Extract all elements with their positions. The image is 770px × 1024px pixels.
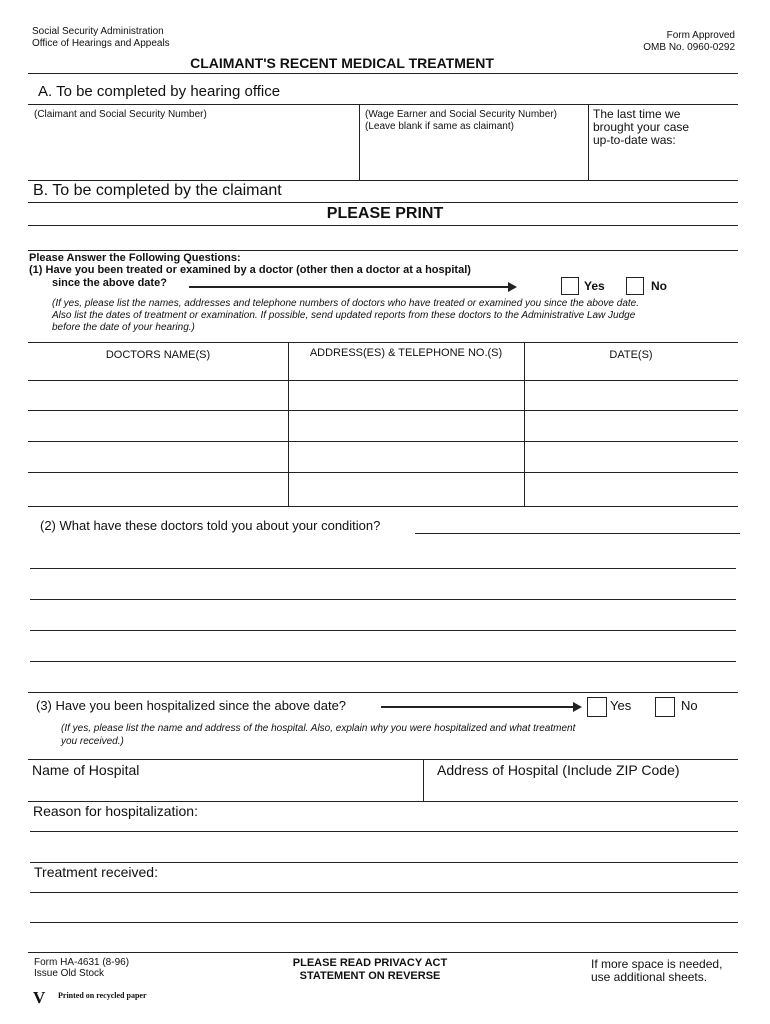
table-row — [28, 442, 738, 472]
recycled-paper-note: Printed on recycled paper — [58, 991, 147, 1000]
q2-answer-line[interactable] — [415, 533, 740, 534]
doctor-date-cell[interactable] — [525, 442, 738, 472]
reason-label: Reason for hospitalization: — [33, 803, 198, 819]
questions-rule — [28, 250, 738, 251]
hospital-address-field[interactable] — [428, 781, 736, 800]
q2-answer-line[interactable] — [30, 661, 736, 662]
doctor-address-cell[interactable] — [289, 473, 523, 506]
arrow-icon — [381, 706, 574, 708]
form-approved: Form Approved — [666, 30, 735, 41]
q2-rule-bottom — [28, 692, 738, 693]
doctor-address-cell[interactable] — [289, 411, 523, 441]
q1-no-checkbox[interactable] — [626, 277, 644, 295]
column-header-address: ADDRESS(ES) & TELEPHONE NO.(S) — [309, 347, 503, 359]
hospital-rule-bottom — [28, 801, 738, 802]
doctor-name-cell[interactable] — [28, 381, 287, 410]
reason-answer-line[interactable] — [30, 862, 738, 863]
last-time-label-3: up-to-date was: — [593, 133, 676, 147]
wage-earner-ssn-field[interactable] — [365, 135, 583, 175]
treatment-answer-line[interactable] — [30, 922, 738, 923]
q3-no-label: No — [681, 698, 698, 713]
doctor-date-cell[interactable] — [525, 381, 738, 410]
arrow-icon — [189, 286, 509, 288]
section-b-heading: B. To be completed by the claimant — [33, 182, 282, 199]
question-1: (1) Have you been treated or examined by a doctor (other then a doctor at a hospital) — [29, 264, 471, 276]
questions-intro: Please Answer the Following Questions: — [29, 252, 241, 264]
column-header-doctors: DOCTORS NAME(S) — [105, 349, 211, 361]
q3-yes-checkbox[interactable] — [587, 697, 607, 717]
section-a-heading: A. To be completed by hearing office — [38, 83, 281, 100]
more-space-2: use additional sheets. — [591, 970, 708, 984]
table-row — [28, 473, 738, 506]
please-print-rule — [28, 225, 738, 226]
claimant-ssn-field[interactable] — [34, 135, 354, 175]
hospital-divider — [423, 760, 424, 801]
q1-note-2: Also list the dates of treatment or examination. If possible, send updated reports from these doctors to the Administrative Law Judge — [52, 310, 636, 321]
q1-yes-checkbox[interactable] — [561, 277, 579, 295]
section-a-rule-bottom — [28, 180, 738, 181]
claimant-ssn-label: (Claimant and Social Security Number) — [34, 109, 207, 120]
q2-answer-line[interactable] — [30, 599, 736, 600]
hospital-rule-top — [28, 759, 738, 760]
q2-answer-line[interactable] — [30, 630, 736, 631]
doctor-date-cell[interactable] — [525, 411, 738, 441]
doctors-table — [28, 342, 738, 507]
doctor-name-cell[interactable] — [28, 442, 287, 472]
column-header-dates: DATE(S) — [609, 349, 653, 361]
section-b-rule — [28, 202, 738, 203]
footer-rule — [28, 952, 738, 953]
treatment-answer-line[interactable] — [30, 892, 738, 893]
q3-no-checkbox[interactable] — [655, 697, 675, 717]
question-1-cont: since the above date? — [52, 277, 167, 289]
table-row — [28, 411, 738, 441]
doctor-name-cell[interactable] — [28, 473, 287, 506]
section-a-divider-1 — [359, 105, 360, 180]
q3-note-2: you received.) — [61, 736, 124, 747]
question-3: (3) Have you been hospitalized since the above date? — [36, 698, 347, 713]
q1-yes-label: Yes — [584, 279, 605, 293]
hospital-name-field[interactable] — [32, 781, 418, 800]
doctor-address-cell[interactable] — [289, 442, 523, 472]
title-rule — [28, 73, 738, 74]
question-2: (2) What have these doctors told you about your condition? — [40, 518, 381, 533]
issue-note: Issue Old Stock — [34, 968, 105, 979]
omb-number: OMB No. 0960-0292 — [643, 42, 735, 53]
agency-name: Social Security Administration — [32, 26, 164, 37]
privacy-act-1: PLEASE READ PRIVACY ACT — [292, 957, 448, 969]
doctor-name-cell[interactable] — [28, 411, 287, 441]
form-number: Form HA-4631 (8-96) — [34, 957, 130, 968]
hospital-address-label: Address of Hospital (Include ZIP Code) — [437, 762, 680, 778]
more-space-1: If more space is needed, — [591, 957, 723, 971]
table-row — [28, 381, 738, 410]
section-a-rule-top — [28, 104, 738, 105]
q1-no-label: No — [651, 279, 667, 293]
treatment-label: Treatment received: — [34, 864, 158, 880]
q1-note-1: (If yes, please list the names, addresses and telephone numbers of doctors who have treated or examined you since the above date. — [52, 298, 640, 309]
last-time-label-1: The last time we — [593, 107, 681, 121]
q2-answer-line[interactable] — [30, 568, 736, 569]
recycle-mark-icon: V — [33, 988, 46, 1007]
q1-note-3: before the date of your hearing.) — [52, 322, 195, 333]
hospital-name-label: Name of Hospital — [32, 762, 140, 778]
form-title: CLAIMANT'S RECENT MEDICAL TREATMENT — [190, 55, 494, 71]
last-time-label-2: brought your case — [593, 120, 690, 134]
last-updated-date-field[interactable] — [593, 150, 733, 176]
doctor-date-cell[interactable] — [525, 473, 738, 506]
wage-earner-label: (Wage Earner and Social Security Number) — [365, 109, 557, 120]
section-a-divider-2 — [588, 105, 589, 180]
q3-yes-label: Yes — [610, 698, 632, 713]
please-print: PLEASE PRINT — [326, 205, 444, 222]
doctor-address-cell[interactable] — [289, 381, 523, 410]
q3-note-1: (If yes, please list the name and address of the hospital. Also, explain why you were hospitalized and what treatment — [61, 723, 576, 734]
wage-earner-note: (Leave blank if same as claimant) — [365, 121, 514, 132]
privacy-act-2: STATEMENT ON REVERSE — [299, 970, 441, 982]
reason-answer-line[interactable] — [30, 831, 738, 832]
agency-office: Office of Hearings and Appeals — [32, 38, 170, 49]
